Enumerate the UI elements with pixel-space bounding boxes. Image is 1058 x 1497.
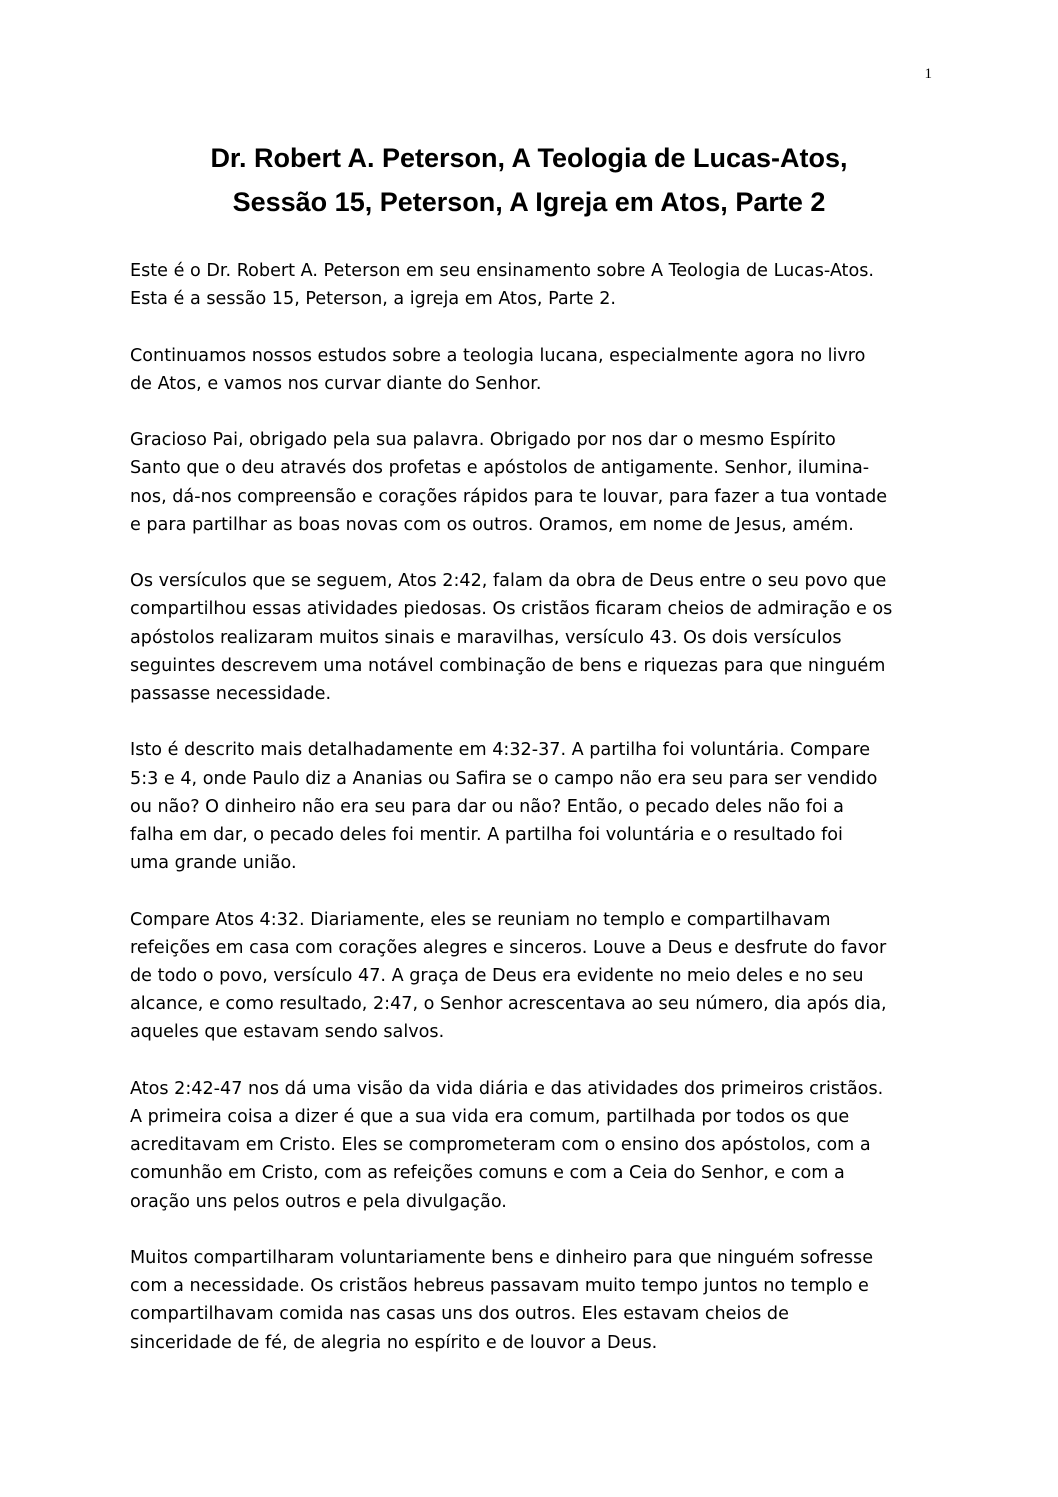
paragraph-5	[130, 736, 960, 877]
paragraph-7	[130, 1075, 960, 1216]
text-line: com a necessidade. Os cristãos hebreus passavam muito tempo juntos no templo e	[130, 1276, 869, 1297]
document-body	[130, 257, 960, 1385]
document-title	[80, 136, 978, 224]
title-line-2: Sessão 15, Peterson, A Igreja em Atos, Parte 2	[232, 187, 826, 217]
text-line: Esta é a sessão 15, Peterson, a igreja em Atos, Parte 2.	[130, 289, 617, 310]
text-line: Este é o Dr. Robert A. Peterson em seu ensinamento sobre A Teologia de Lucas-Atos.	[130, 261, 874, 281]
paragraph-3	[130, 426, 960, 539]
title-line-1: Dr. Robert A. Peterson, A Teologia de Lucas-Atos,	[210, 143, 848, 173]
text-line: nos, dá-nos compreensão e corações rápidos para te louvar, para fazer a tua vontade	[130, 486, 888, 507]
text-line: sinceridade de fé, de alegria no espírito e de louvor a Deus.	[130, 1332, 658, 1353]
text-line: Santo que o deu através dos profetas e apóstolos de antigamente. Senhor, ilumina-	[130, 458, 870, 479]
text-line: alcance, e como resultado, 2:47, o Senhor acrescentava ao seu número, dia após dia,	[130, 994, 887, 1015]
text-line: oração uns pelos outros e pela divulgação.	[130, 1191, 507, 1212]
text-line: aqueles que estavam sendo salvos.	[130, 1022, 445, 1043]
text-line: e para partilhar as boas novas com os outros. Oramos, em nome de Jesus, amém.	[130, 514, 854, 535]
text-line: Compare Atos 4:32. Diariamente, eles se reuniam no templo e compartilhavam	[130, 909, 831, 930]
page-number: 1	[924, 66, 932, 82]
text-line: Os versículos que se seguem, Atos 2:42, falam da obra de Deus entre o seu povo que	[130, 571, 887, 592]
text-line: falha em dar, o pecado deles foi mentir. A partilha foi voluntária e o resultado foi	[130, 825, 843, 845]
text-line: 5:3 e 4, onde Paulo diz a Ananias ou Safira se o campo não era seu para ser vendido	[130, 768, 878, 789]
text-line: refeições em casa com corações alegres e sinceros. Louve a Deus e desfrute do favor	[130, 937, 887, 958]
text-line: compartilhou essas atividades piedosas. Os cristãos ficaram cheios de admiração e os	[130, 599, 893, 620]
text-line: Atos 2:42-47 nos dá uma visão da vida diária e das atividades dos primeiros cristãos.	[130, 1078, 884, 1099]
text-line: seguintes descrevem uma notável combinação de bens e riquezas para que ninguém	[130, 655, 886, 676]
text-line: passasse necessidade.	[130, 684, 332, 704]
text-line: compartilhavam comida nas casas uns dos outros. Eles estavam cheios de	[130, 1304, 789, 1325]
text-line: Continuamos nossos estudos sobre a teologia lucana, especialmente agora no livro	[130, 345, 866, 366]
text-line: Gracioso Pai, obrigado pela sua palavra. Obrigado por nos dar o mesmo Espírito	[130, 430, 836, 451]
paragraph-4	[130, 567, 960, 708]
paragraph-1	[130, 257, 960, 313]
text-line: de todo o povo, versículo 47. A graça de Deus era evidente no meio deles e no seu	[130, 966, 864, 986]
text-line: apóstolos realizaram muitos sinais e maravilhas, versículo 43. Os dois versículos	[130, 627, 842, 648]
text-line: comunhão em Cristo, com as refeições comuns e com a Ceia do Senhor, e com a	[130, 1163, 845, 1184]
paragraph-2	[130, 342, 960, 398]
text-line: Muitos compartilharam voluntariamente bens e dinheiro para que ninguém sofresse	[130, 1248, 874, 1268]
text-line: de Atos, e vamos nos curvar diante do Senhor.	[130, 373, 542, 394]
text-line: A primeira coisa a dizer é que a sua vida era comum, partilhada por todos os que	[130, 1107, 850, 1127]
paragraph-8	[130, 1244, 960, 1357]
text-line: uma grande união.	[130, 853, 297, 874]
paragraph-6	[130, 906, 960, 1047]
text-line: ou não? O dinheiro não era seu para dar ou não? Então, o pecado deles não foi a	[130, 796, 844, 817]
text-line: acreditavam em Cristo. Eles se comprometeram com o ensino dos apóstolos, com a	[130, 1135, 871, 1156]
text-line: Isto é descrito mais detalhadamente em 4:32-37. A partilha foi voluntária. Compare	[130, 740, 871, 761]
